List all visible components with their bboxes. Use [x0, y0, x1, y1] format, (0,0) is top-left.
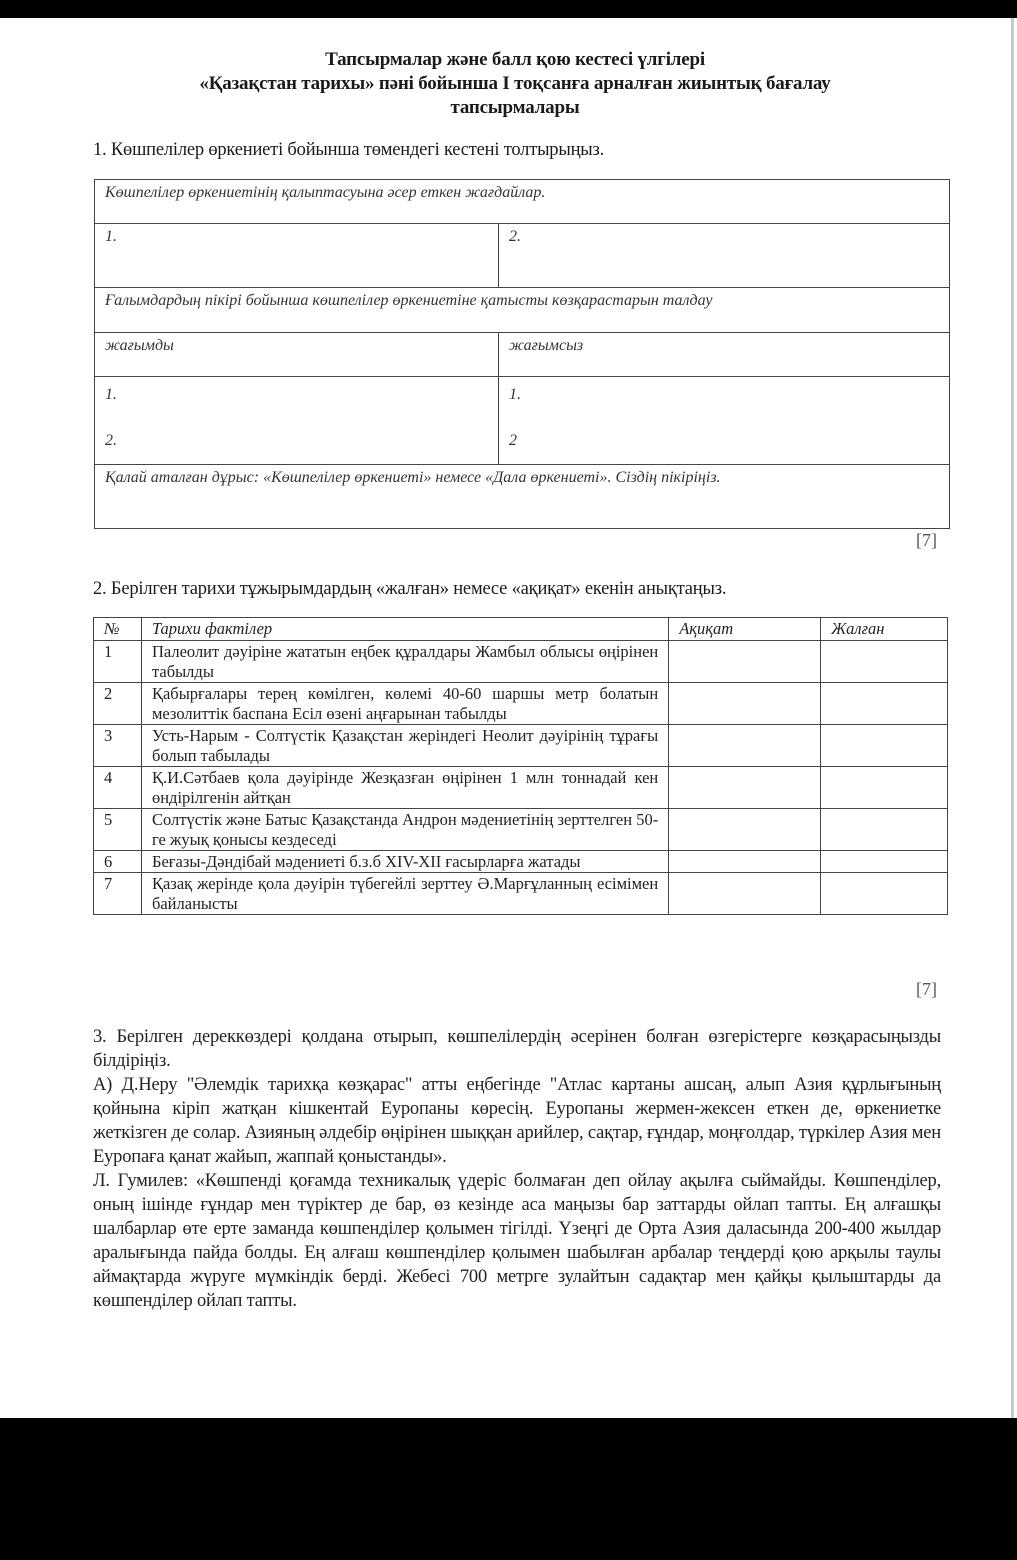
document-title-line-2: «Қазақстан тарихы» пәні бойынша І тоқсанға арналған жиынтық бағалау: [199, 73, 831, 94]
condition-cell-1[interactable]: 1.: [95, 224, 499, 288]
table-row: [94, 725, 948, 767]
row-fact: Солтүстік және Батыс Қазақстанда Андрон мәдениетінің зерттелген 50-ге жуық қонысы кездеседі: [141, 809, 668, 851]
scrollbar[interactable]: [1010, 18, 1017, 1418]
row-false-cell[interactable]: [821, 641, 948, 683]
header-number: №: [94, 618, 142, 641]
negative-item-1: 1.: [509, 386, 521, 403]
positive-label: жағымды: [95, 333, 499, 377]
task2-table-header: [94, 618, 948, 641]
task2-table: [93, 617, 948, 915]
positive-item-2: 2.: [105, 432, 117, 449]
row-fact: Усть-Нарым - Солтүстік Қазақстан жеріндегі Неолит дәуірінің тұрағы болып табылады: [141, 725, 668, 767]
positive-item-1: 1.: [105, 386, 117, 403]
task1-score: [7]: [916, 530, 937, 550]
header-false: Жалған: [821, 618, 948, 641]
row-fact: Беғазы-Дәндібай мәдениеті б.з.б XIV-XII ғасырларға жатады: [141, 851, 668, 873]
negative-item-2: 2: [509, 432, 517, 449]
task1-prompt: 1. Көшпелілер өркениеті бойынша төмендегі кестені толтырыңыз.: [93, 140, 605, 160]
document-title-line-1: Тапсырмалар және балл қою кестесі үлгілері: [325, 49, 705, 70]
row-true-cell[interactable]: [669, 767, 821, 809]
conditions-header: Көшпелілер өркениетінің қалыптасуына әсер еткен жағдайлар.: [95, 180, 950, 224]
task1-table: [94, 179, 950, 529]
header-facts: Тарихи фактілер: [141, 618, 668, 641]
document-title-line-3: тапсырмалары: [450, 97, 580, 118]
negative-label: жағымсыз: [499, 333, 950, 377]
task3-source-b: Л. Гумилев: «Көшпенді қоғамда техникалық үдеріс болмаған деп ойлау ақылға сыймайды. Көшпенділер, оның ішінде ғұндар мен түріктер де бар, өз кезінде аса маңызы бар заттарды ойлап тапты. Ең алғашқы шалбарлар өте ерте заманда көшпенділер қолымен тігілді. Үзеңгі де Орта Азия даласында 200-400 жылдар аралығында пайда болды. Ең алғаш көшпенділер қолымен шабылған арбалар теңдерді қою арқылы таулы аймақтарда жүруге мүмкіндік берді. Жебесі 700 метрге зулайтын садақтар мен қайқы қылыштарды да көшпенділер ойлап тапты.: [93, 1171, 941, 1311]
row-number: 2: [94, 683, 142, 725]
row-number: 7: [94, 873, 142, 915]
negative-items-cell[interactable]: [499, 377, 950, 465]
task3-block: [93, 1025, 941, 1313]
row-false-cell[interactable]: [821, 809, 948, 851]
task3-prompt: 3. Берілген дереккөздері қолдана отырып, көшпелілердің әсерінен болған өзгерістерге көзқарасыңызды білдіріңіз.: [93, 1027, 941, 1071]
row-fact: Қ.И.Сәтбаев қола дәуірінде Жезқазған өңірінен 1 млн тоннадай кен өндірілгенін айтқан: [141, 767, 668, 809]
row-fact: Қазақ жерінде қола дәуірін түбегейлі зерттеу Ә.Марғұланның есімімен байланысты: [141, 873, 668, 915]
top-black-bar: [0, 0, 1017, 18]
row-true-cell[interactable]: [669, 851, 821, 873]
table-row: [94, 683, 948, 725]
header-true: Ақиқат: [669, 618, 821, 641]
scholars-header: Ғалымдардың пікірі бойынша көшпелілер өркениетіне қатысты көзқарастарын талдау: [95, 288, 950, 333]
table-row: [94, 851, 948, 873]
task2-score: [7]: [916, 979, 937, 999]
row-number: 4: [94, 767, 142, 809]
row-true-cell[interactable]: [669, 873, 821, 915]
row-false-cell[interactable]: [821, 851, 948, 873]
row-false-cell[interactable]: [821, 873, 948, 915]
condition-cell-2[interactable]: 2.: [499, 224, 950, 288]
bottom-black-area: [0, 1418, 1017, 1560]
row-number: 3: [94, 725, 142, 767]
naming-question-cell[interactable]: Қалай аталған дұрыс: «Көшпелілер өркениеті» немесе «Дала өркениеті». Сіздің пікіріңіз.: [95, 465, 950, 529]
row-true-cell[interactable]: [669, 641, 821, 683]
table-row: [94, 767, 948, 809]
table-row: [94, 809, 948, 851]
row-fact: Палеолит дәуіріне жататын еңбек құралдары Жамбыл облысы өңірінен табылды: [141, 641, 668, 683]
table-row: [94, 641, 948, 683]
row-number: 5: [94, 809, 142, 851]
row-false-cell[interactable]: [821, 683, 948, 725]
task2-prompt: 2. Берілген тарихи тұжырымдардың «жалған» немесе «ақиқат» екенін анықтаңыз.: [93, 579, 727, 599]
table-row: [94, 873, 948, 915]
row-number: 6: [94, 851, 142, 873]
row-true-cell[interactable]: [669, 809, 821, 851]
row-number: 1: [94, 641, 142, 683]
row-false-cell[interactable]: [821, 767, 948, 809]
row-true-cell[interactable]: [669, 683, 821, 725]
task3-source-a: А) Д.Неру "Әлемдік тарихқа көзқарас" атты еңбегінде "Атлас картаны ашсаң, алып Азия құрлығының қойнына кіріп жатқан кішкентай Еуропаны көресің. Еуропаны жермен-жексен еткен де, өркениетке жеткізген де солар. Азияның әлдебір өңірінен шыққан арийлер, сақтар, ғұндар, моңғолдар, түркілер Азия мен Еуропаға қанат жайып, жаппай қоныстанды».: [93, 1075, 941, 1167]
row-fact: Қабырғалары терең көмілген, көлемі 40-60 шаршы метр болатын мезолиттік баспана Есіл өзені аңғарынан табылды: [141, 683, 668, 725]
row-true-cell[interactable]: [669, 725, 821, 767]
row-false-cell[interactable]: [821, 725, 948, 767]
positive-items-cell[interactable]: [95, 377, 499, 465]
